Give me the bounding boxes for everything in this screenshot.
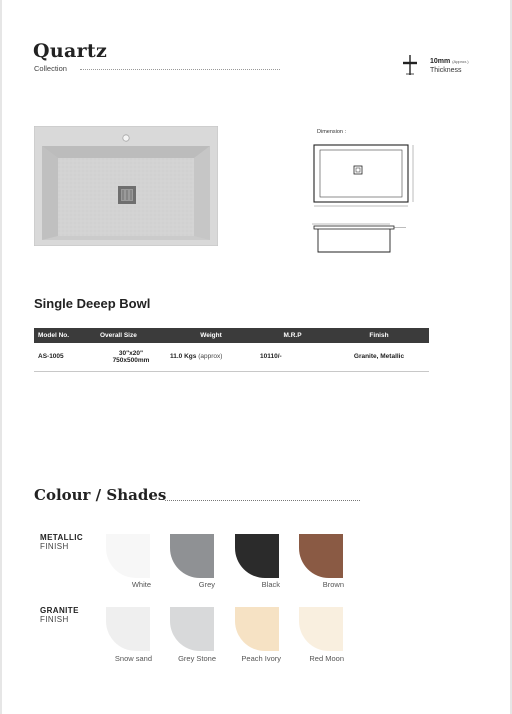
swatch-granite-red-moon[interactable] (299, 607, 343, 651)
granite-finish-label (40, 606, 79, 624)
header-weight: Weight (166, 328, 256, 343)
swatch-granite-grey-stone[interactable] (170, 607, 214, 651)
swatch-granite-snow-sand[interactable] (106, 607, 150, 651)
cell-weight-value: 11.0 Kgs (170, 353, 197, 361)
swatch-metallic-white[interactable] (106, 534, 150, 578)
granite-sub: FINISH (40, 615, 69, 624)
swatch-label-grey: Grey (198, 580, 215, 589)
swatch-metallic-black[interactable] (235, 534, 279, 578)
swatch-label-snow-sand: Snow sand (114, 654, 152, 663)
swatch-label-grey-stone: Grey Stone (178, 654, 216, 663)
dimension-top-view (310, 142, 420, 208)
brand-title: Quartz (33, 40, 108, 62)
cell-mrp: 10110/- (256, 343, 329, 371)
header-overall-size: Overall Size (96, 328, 166, 343)
dimension-side-view (310, 218, 430, 256)
cell-size-inch: 30"x20" (118, 349, 144, 357)
metallic-head: METALLIC (40, 533, 84, 542)
cell-weight-note: (approx) (198, 353, 223, 361)
dimension-label: Dimension : (317, 129, 347, 135)
colours-title: Colour / Shades (34, 486, 167, 504)
swatch-metallic-grey[interactable] (170, 534, 214, 578)
cell-model: AS-1005 (34, 343, 96, 371)
thickness-note: (Approx.) (452, 59, 469, 64)
header-dotted-line (80, 69, 280, 70)
cell-weight (166, 343, 256, 371)
swatch-metallic-brown[interactable] (299, 534, 343, 578)
thickness-value: 10mm (Approx.) (430, 58, 469, 65)
sink-product-image (34, 126, 218, 246)
metallic-sub: FINISH (40, 542, 69, 551)
granite-head: GRANITE (40, 606, 79, 615)
brand-subtitle: Collection (34, 64, 67, 73)
catalog-page (2, 0, 510, 714)
swatch-granite-peach-ivory[interactable] (235, 607, 279, 651)
swatch-label-white: White (131, 580, 151, 589)
colours-dotted-line (165, 500, 360, 501)
swatch-label-red-moon: Red Moon (309, 654, 344, 663)
cell-size-mm: 750x500mm (112, 356, 150, 364)
header-finish: Finish (329, 328, 429, 343)
spec-table (34, 328, 429, 372)
swatch-label-brown: Brown (322, 580, 344, 589)
swatch-label-peach-ivory: Peach Ivory (241, 654, 281, 663)
thickness-icon (402, 54, 418, 76)
swatch-label-black: Black (261, 580, 280, 589)
spec-table-header-row (34, 328, 429, 343)
cell-size (96, 343, 166, 371)
cell-finish: Granite, Metallic (329, 343, 429, 371)
metallic-finish-label (40, 533, 83, 551)
product-title: Single Deeep Bowl (34, 296, 151, 311)
header-mrp: M.R.P (256, 328, 329, 343)
thickness-label: Thickness (430, 67, 462, 74)
table-row (34, 343, 429, 371)
header-model-no: Model No. (34, 328, 96, 343)
